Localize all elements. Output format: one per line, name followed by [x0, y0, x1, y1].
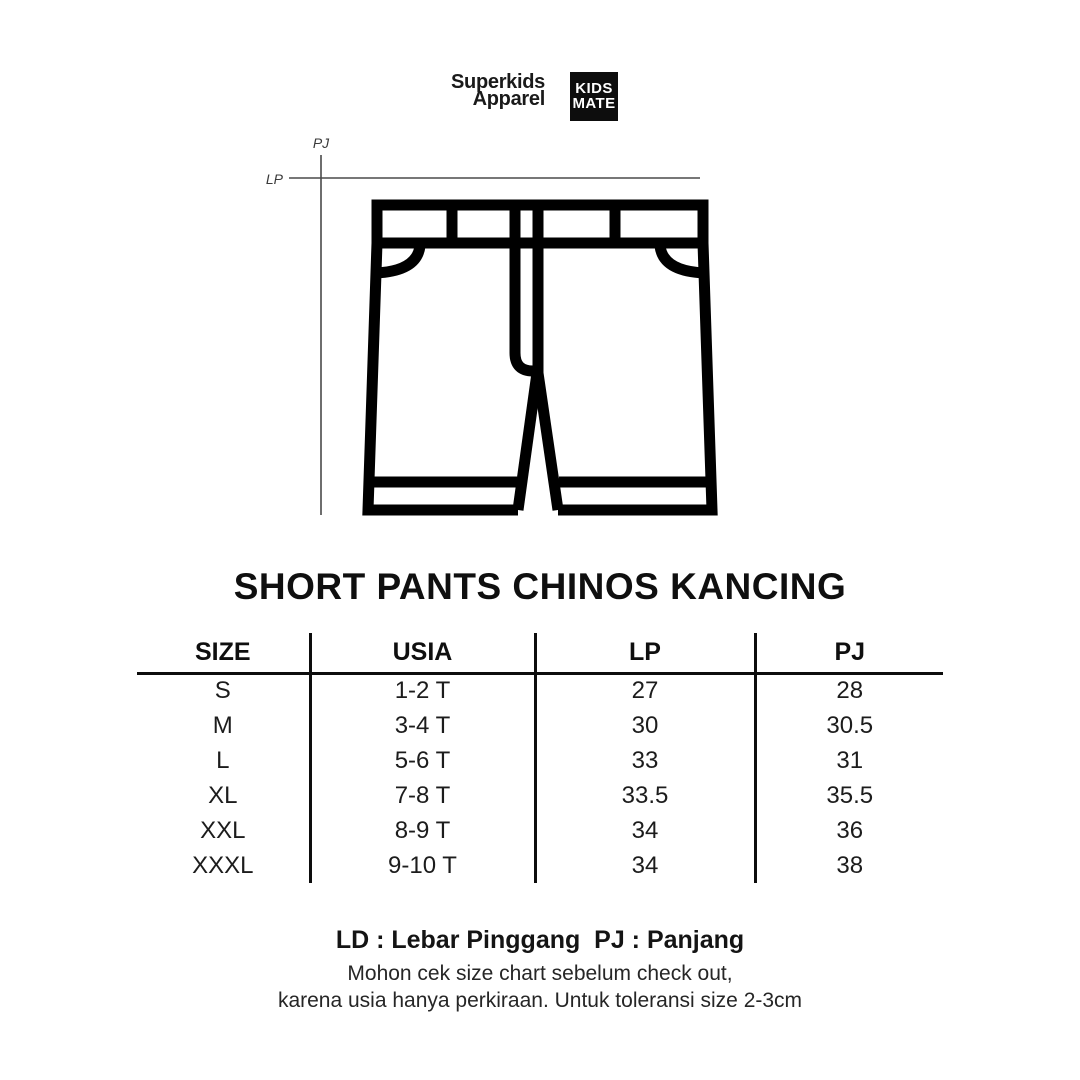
superkids-logo-line2: Apparel — [472, 88, 545, 110]
column-header-size: SIZE — [137, 633, 310, 673]
cell-pj: 28 — [836, 677, 864, 705]
cell-usia: 7-8 T — [310, 778, 535, 813]
cell-lp: 33 — [535, 743, 755, 778]
cell-lp: 34 — [535, 813, 755, 848]
column-header-lp: LP — [535, 633, 755, 673]
cell-usia: 3-4 T — [310, 708, 535, 743]
lp-measure-label: LP — [265, 171, 283, 187]
cell-lp: 27 — [535, 673, 755, 708]
table-row — [137, 673, 943, 708]
cell-usia: 1-2 T — [310, 673, 535, 708]
column-header-pj: PJ — [755, 633, 943, 673]
table-row — [137, 778, 943, 813]
superkids-logo-line1: Superkids — [451, 71, 545, 93]
cell-pj: 35.5 — [826, 781, 874, 809]
pj-measure-label: PJ — [312, 135, 330, 151]
cell-pj: 36 — [836, 816, 864, 844]
kidsmate-logo — [570, 72, 618, 121]
kidsmate-logo-line1: KIDS — [575, 80, 613, 97]
column-header-usia: USIA — [310, 633, 535, 673]
disclaimer-note-line2: karena usia hanya perkiraan. Untuk toleransi size 2-3cm — [277, 989, 803, 1012]
cell-usia: 9-10 T — [310, 848, 535, 883]
shorts-outline-icon — [260, 125, 720, 525]
cell-lp: 30 — [535, 708, 755, 743]
disclaimer-note — [0, 960, 1080, 1014]
table-row — [137, 848, 943, 883]
cell-lp: 34 — [535, 848, 755, 883]
measurement-legend: LD : Lebar Pinggang PJ : Panjang — [335, 926, 745, 954]
size-table — [137, 633, 943, 883]
cell-size: L — [137, 743, 310, 778]
cell-lp: 33.5 — [535, 778, 755, 813]
table-row — [137, 743, 943, 778]
shorts-inner-leg-right — [538, 373, 558, 510]
shorts-inner-leg-left — [518, 373, 537, 510]
shorts-pocket-left — [376, 246, 420, 273]
shorts-left-leg-outline — [368, 243, 518, 510]
cell-usia: 5-6 T — [310, 743, 535, 778]
cell-size: XXXL — [137, 848, 310, 883]
cell-pj: 31 — [836, 746, 864, 774]
cell-size: M — [137, 708, 310, 743]
shorts-pocket-right — [660, 246, 704, 273]
disclaimer-note-line1: Mohon cek size chart sebelum check out, — [347, 962, 733, 985]
superkids-apparel-logo — [340, 71, 545, 110]
cell-size: XXL — [137, 813, 310, 848]
size-table-header-row — [137, 633, 943, 673]
cell-pj: 38 — [836, 851, 864, 879]
table-row — [137, 813, 943, 848]
cell-pj: 30.5 — [826, 711, 874, 739]
cell-usia: 8-9 T — [310, 813, 535, 848]
cell-size: XL — [137, 778, 310, 813]
table-row — [137, 708, 943, 743]
shorts-drawing — [368, 205, 712, 510]
product-title: SHORT PANTS CHINOS KANCING — [233, 566, 847, 607]
shorts-right-leg-outline — [558, 243, 712, 510]
cell-size: S — [137, 673, 310, 708]
measurement-diagram — [260, 125, 720, 525]
kidsmate-logo-line2: MATE — [572, 95, 616, 112]
